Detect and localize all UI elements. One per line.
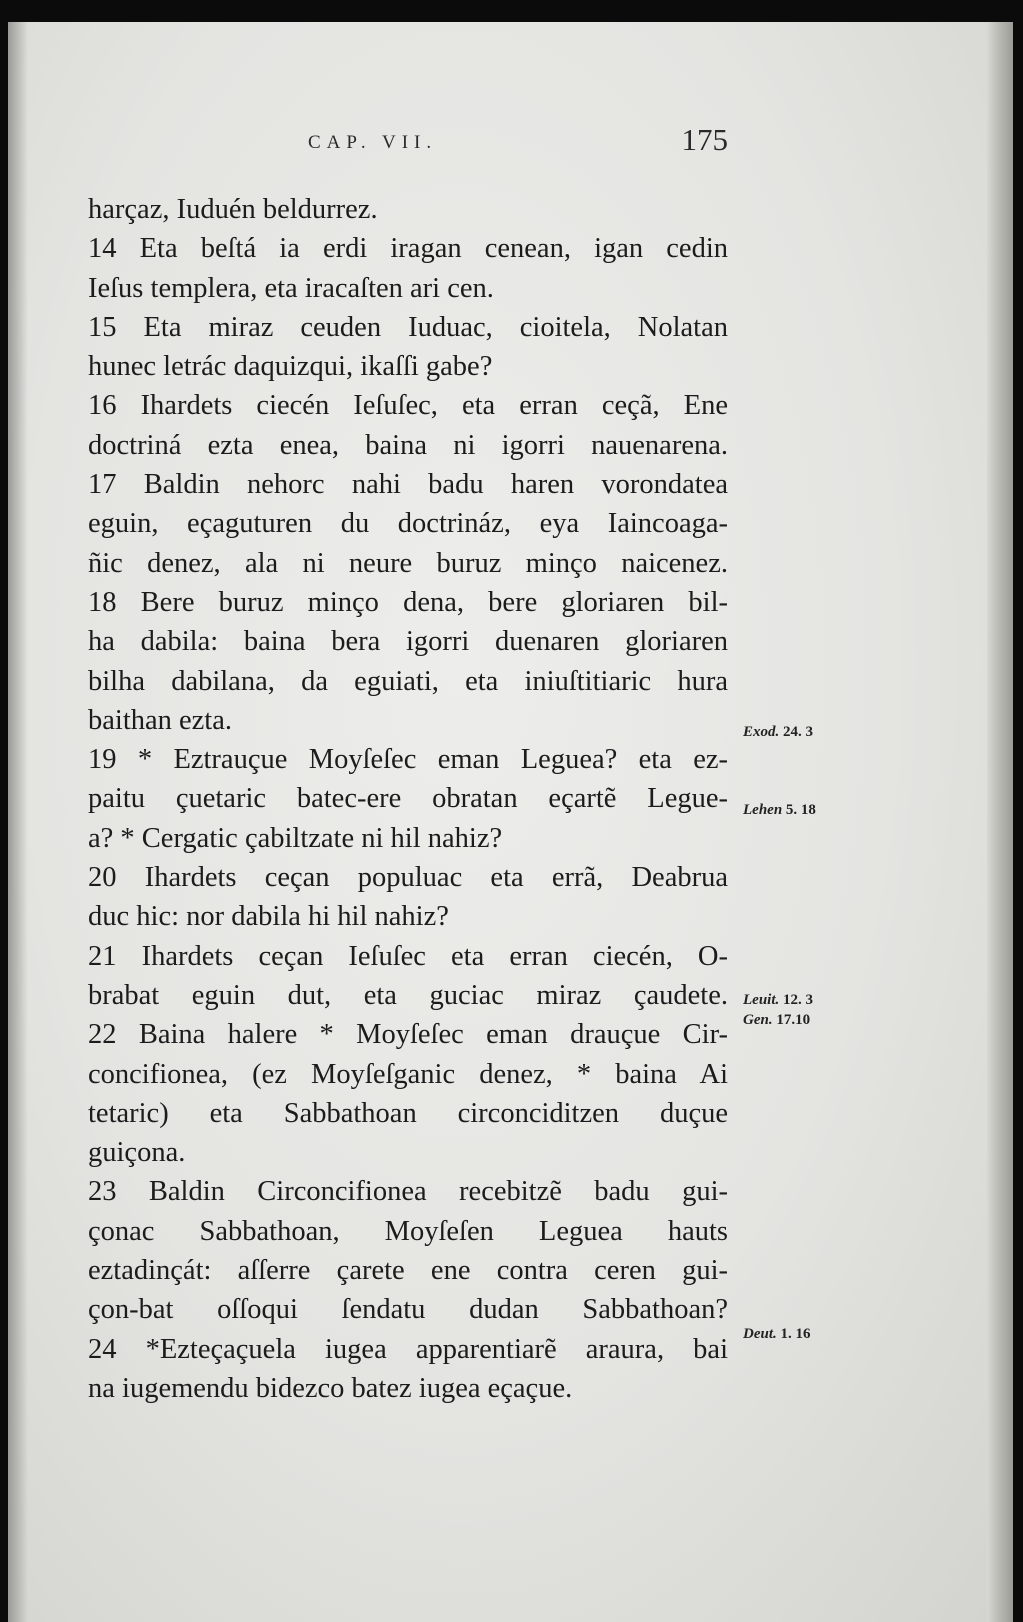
text-line: ha dabila: baina bera igorri duenaren gloriaren bbox=[88, 626, 728, 658]
text-line: 22 Baina halere * Moyſeſec eman drauçue Cir- bbox=[88, 1019, 728, 1051]
text-line: guiçona. bbox=[88, 1137, 186, 1169]
text-line: baithan ezta. bbox=[88, 704, 233, 736]
margin-note-exod bbox=[743, 724, 813, 741]
text-line: eguin, eçaguturen du doctrináz, eya Iaincoaga- bbox=[88, 508, 728, 540]
page-number: 175 bbox=[681, 122, 728, 157]
text-line: 18 Bere buruz minço dena, bere gloriaren bil- bbox=[88, 586, 728, 618]
text-line: 21 Ihardets ceçan Ieſuſec eta erran ciecén, O- bbox=[88, 940, 728, 972]
text-line: 23 Baldin Circoncifionea recebitzẽ badu gui- bbox=[88, 1176, 728, 1208]
margin-note-book: Lehen bbox=[743, 802, 783, 818]
text-line: paitu çuetaric batec-ere obratan eçartẽ Legue- bbox=[88, 783, 728, 815]
text-line: 17 Baldin nehorc nahi badu haren vorondatea bbox=[88, 469, 728, 501]
text-line: a? * Cergatic çabiltzate ni hil nahiz? bbox=[88, 822, 503, 854]
text-line: çon-bat oſſoqui ſendatu dudan Sabbathoan? bbox=[88, 1294, 728, 1326]
margin-note-ref: 24. 3 bbox=[783, 724, 814, 740]
text-line: harçaz, Iuduén beldurrez. bbox=[88, 194, 378, 225]
margin-note-leuit bbox=[743, 992, 813, 1009]
margin-note-gen bbox=[743, 1012, 810, 1029]
margin-note-ref: 12. 3 bbox=[783, 992, 813, 1008]
margin-note-ref: 1. 16 bbox=[780, 1326, 811, 1342]
margin-note-book: Gen. bbox=[743, 1012, 773, 1028]
text-line: 20 Ihardets ceçan populuac eta errã, Deabrua bbox=[88, 862, 728, 894]
text-line: doctriná ezta enea, baina ni igorri nauenarena. bbox=[88, 429, 728, 461]
body-text bbox=[88, 190, 728, 1408]
text-line: ñic denez, ala ni neure buruz minço naicenez. bbox=[88, 547, 728, 579]
margin-note-lehen bbox=[743, 802, 816, 819]
text-line: 24 *Ezteçaçuela iugea apparentiarẽ araura, bai bbox=[88, 1333, 728, 1365]
margin-note-ref: 17.10 bbox=[776, 1012, 811, 1028]
text-line: 19 * Eztrauçue Moyſeſec eman Leguea? eta ez- bbox=[88, 744, 728, 776]
margin-note-ref: 5. 18 bbox=[785, 802, 816, 818]
text-line: 15 Eta miraz ceuden Iuduac, cioitela, Nolatan bbox=[88, 311, 728, 343]
text-line: 14 Eta beſtá ia erdi iragan cenean, igan cedin bbox=[88, 233, 728, 265]
text-line: concifionea, (ez Moyſeſganic denez, * baina Ai bbox=[88, 1058, 728, 1090]
page-header bbox=[308, 114, 728, 160]
text-line: tetaric) eta Sabbathoan circonciditzen duçue bbox=[88, 1097, 728, 1129]
page-gutter-shadow bbox=[8, 22, 28, 1622]
margin-note-book: Leuit. bbox=[743, 992, 780, 1008]
margin-note-book: Deut. bbox=[743, 1326, 777, 1342]
page-edge-shadow bbox=[987, 22, 1013, 1622]
text-line: brabat eguin dut, eta guciac miraz çaudete. bbox=[88, 979, 728, 1011]
margin-note-book: Exod. bbox=[743, 724, 780, 740]
margin-note-deut bbox=[743, 1326, 811, 1343]
text-line: na iugemendu bidezco batez iugea eçaçue. bbox=[88, 1372, 573, 1404]
text-line: çonac Sabbathoan, Moyſeſen Leguea hauts bbox=[88, 1215, 728, 1247]
book-page bbox=[8, 22, 1013, 1622]
text-line: hunec letrác daquizqui, ikaſſi gabe? bbox=[88, 351, 493, 383]
text-line: Ieſus templera, eta iracaſten ari cen. bbox=[88, 272, 494, 304]
running-head: CAP. VII. bbox=[308, 132, 438, 153]
text-line: eztadinçát: aſſerre çarete ene contra ceren gui- bbox=[88, 1255, 728, 1287]
text-line: bilha dabilana, da eguiati, eta iniuſtitiaric hura bbox=[88, 665, 728, 697]
text-line: 16 Ihardets ciecén Ieſuſec, eta erran ceçã, Ene bbox=[88, 390, 728, 422]
text-line: duc hic: nor dabila hi hil nahiz? bbox=[88, 901, 449, 933]
